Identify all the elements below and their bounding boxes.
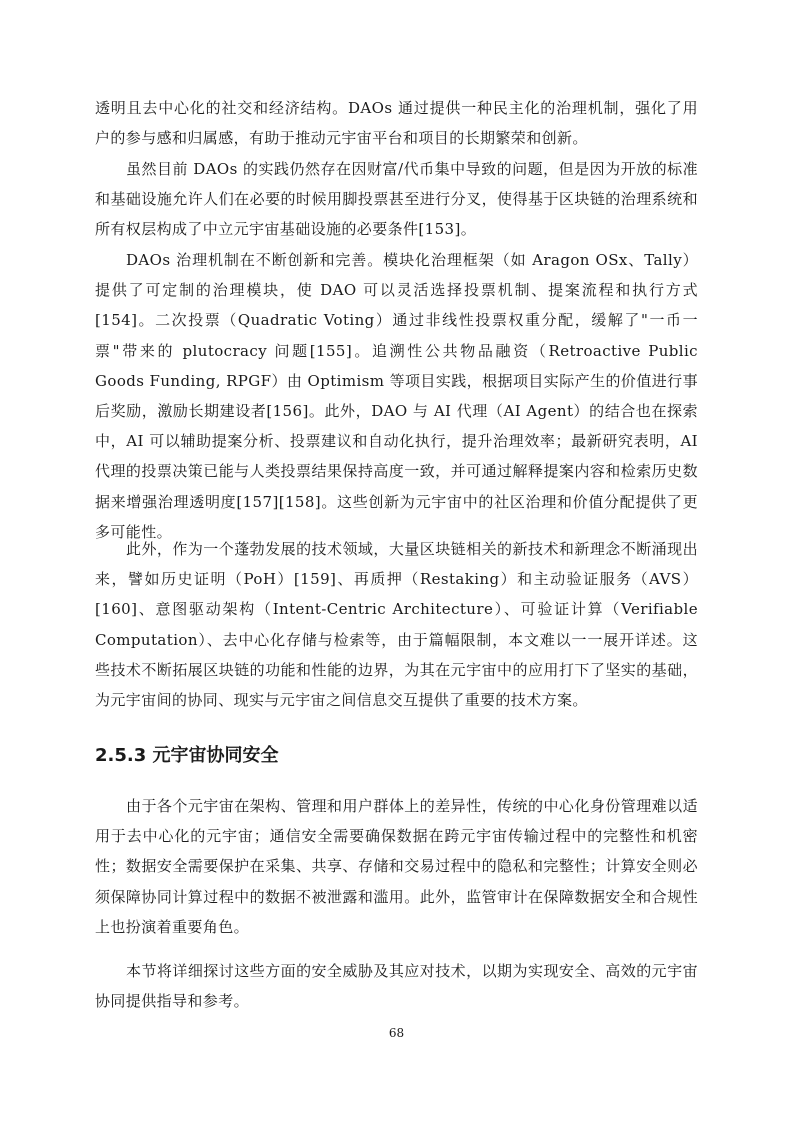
paragraph-dao-practice: 虽然目前 DAOs 的实践仍然存在因财富/代币集中导致的问题，但是因为开放的标准和基础设施允许人们在必要的时候用脚投票甚至进行分叉，使得基于区块链的治理系统和所有权层构成了中立元宇宙基础设施的必要条件[153]。: [95, 160, 698, 239]
paragraph-dao-governance-innovation: DAOs 治理机制在不断创新和完善。模块化治理框架（如 Aragon OSx、Tally）提供了可定制的治理模块，使 DAO 可以灵活选择投票机制、提案流程和执行方式[154]。二次投票（Quadratic Voting）通过非线性投票权重分配，缓解了"一币一票"带来的 plutocracy 问题[155]。追溯性公共物品融资（Retroactive Public Goods Funding, RPGF）由 Optimism 等项目实践，根据项目实际产生的价值进行事后奖励，激励长期建设者[156]。此外，DAO 与 AI 代理（AI Agent）的结合也在探索中，AI 可以辅助提案分析、投票建议和自动化执行，提升治理效率；最新研究表明，AI 代理的投票决策已能与人类投票结果保持高度一致，并可通过解释提案内容和检索历史数据来增强治理透明度[157][158]。这些创新为元宇宙中的社区治理和价值分配提供了更多可能性。: [95, 251, 698, 541]
paragraph-section-scope: 本节将详细探讨这些方面的安全威胁及其应对技术，以期为实现安全、高效的元宇宙协同提供指导和参考。: [95, 962, 698, 1011]
section-heading: 2.5.3 元宇宙协同安全: [95, 745, 279, 766]
page-number: 68: [388, 1026, 405, 1040]
paragraph-new-technologies: 此外，作为一个蓬勃发展的技术领域，大量区块链相关的新技术和新理念不断涌现出来，譬如历史证明（PoH）[159]、再质押（Restaking）和主动验证服务（AVS）[160]、意图驱动架构（Intent-Centric Architecture）、可验证计算（Verifiable Computation）、去中心化存储与检索等，由于篇幅限制，本文难以一一展开详述。这些技术不断拓展区块链的功能和性能的边界，为其在元宇宙中的应用打下了坚实的基础，为元宇宙间的协同、现实与元宇宙之间信息交互提供了重要的技术方案。: [95, 540, 698, 710]
paragraph-dao-intro-continued: 透明且去中心化的社交和经济结构。DAOs 通过提供一种民主化的治理机制，强化了用户的参与感和归属感，有助于推动元宇宙平台和项目的长期繁荣和创新。: [95, 99, 698, 148]
paragraph-security-overview: 由于各个元宇宙在架构、管理和用户群体上的差异性，传统的中心化身份管理难以适用于去中心化的元宇宙；通信安全需要确保数据在跨元宇宙传输过程中的完整性和机密性；数据安全需要保护在采集、共享、存储和交易过程中的隐私和完整性；计算安全则必须保障协同计算过程中的数据不被泄露和滥用。此外，监管审计在保障数据安全和合规性上也扮演着重要角色。: [95, 797, 698, 936]
